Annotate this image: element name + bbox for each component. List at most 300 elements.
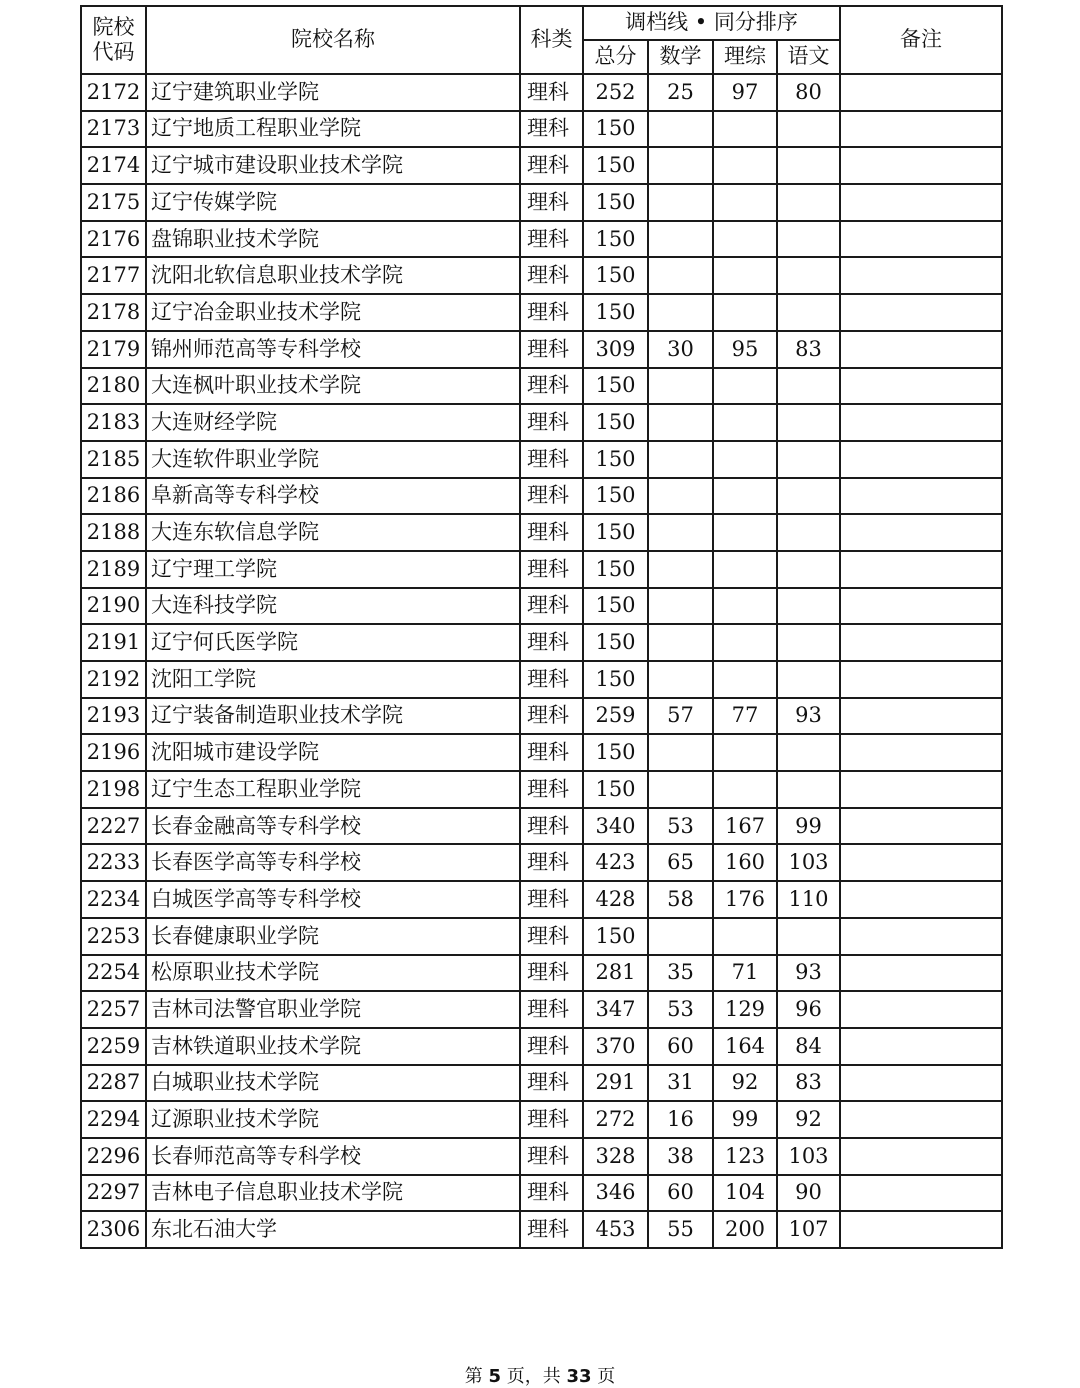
cell-science: 97 <box>713 74 777 111</box>
cell-category: 理科 <box>520 111 583 148</box>
table-row <box>81 661 1002 698</box>
cell-science: 129 <box>713 991 777 1028</box>
cell-total: 150 <box>583 771 648 808</box>
cell-chinese <box>777 147 840 184</box>
cell-chinese: 83 <box>777 1065 840 1102</box>
table-row <box>81 184 1002 221</box>
table-row <box>81 881 1002 918</box>
cell-math <box>648 111 713 148</box>
cell-remark <box>840 147 1002 184</box>
cell-chinese <box>777 588 840 625</box>
cell-chinese: 90 <box>777 1175 840 1212</box>
table-body <box>81 74 1002 1248</box>
cell-math: 53 <box>648 808 713 845</box>
cell-science <box>713 294 777 331</box>
cell-math <box>648 514 713 551</box>
cell-category: 理科 <box>520 991 583 1028</box>
cell-name: 辽源职业技术学院 <box>146 1101 520 1138</box>
cell-total: 370 <box>583 1028 648 1065</box>
cell-name: 吉林司法警官职业学院 <box>146 991 520 1028</box>
cell-category: 理科 <box>520 331 583 368</box>
cell-code: 2198 <box>81 771 146 808</box>
cell-remark <box>840 74 1002 111</box>
header-science: 理综 <box>713 40 777 74</box>
cell-chinese <box>777 441 840 478</box>
cell-science <box>713 734 777 771</box>
cell-total: 150 <box>583 514 648 551</box>
cell-category: 理科 <box>520 918 583 955</box>
cell-remark <box>840 441 1002 478</box>
cell-chinese: 99 <box>777 808 840 845</box>
cell-chinese <box>777 661 840 698</box>
cell-math <box>648 294 713 331</box>
header-category: 科类 <box>520 6 583 74</box>
cell-total: 346 <box>583 1175 648 1212</box>
cell-name: 长春健康职业学院 <box>146 918 520 955</box>
cell-remark <box>840 1065 1002 1102</box>
cell-remark <box>840 734 1002 771</box>
cell-category: 理科 <box>520 1028 583 1065</box>
cell-science: 95 <box>713 331 777 368</box>
cell-math: 53 <box>648 991 713 1028</box>
cell-name: 阜新高等专科学校 <box>146 478 520 515</box>
header-group: 调档线 • 同分排序 <box>583 6 840 40</box>
cell-chinese: 93 <box>777 955 840 992</box>
cell-code: 2253 <box>81 918 146 955</box>
cell-category: 理科 <box>520 881 583 918</box>
cell-category: 理科 <box>520 478 583 515</box>
cell-total: 150 <box>583 624 648 661</box>
cell-total: 150 <box>583 221 648 258</box>
cell-category: 理科 <box>520 808 583 845</box>
cell-remark <box>840 514 1002 551</box>
cell-name: 长春师范高等专科学校 <box>146 1138 520 1175</box>
cell-science: 176 <box>713 881 777 918</box>
cell-math: 38 <box>648 1138 713 1175</box>
cell-name: 辽宁冶金职业技术学院 <box>146 294 520 331</box>
cell-math <box>648 624 713 661</box>
cell-code: 2180 <box>81 368 146 405</box>
table-row <box>81 221 1002 258</box>
cell-total: 150 <box>583 734 648 771</box>
cell-chinese: 96 <box>777 991 840 1028</box>
cell-name: 辽宁装备制造职业技术学院 <box>146 698 520 735</box>
cell-chinese: 92 <box>777 1101 840 1138</box>
table-row <box>81 1211 1002 1248</box>
cell-total: 347 <box>583 991 648 1028</box>
table-row <box>81 551 1002 588</box>
cell-name: 沈阳工学院 <box>146 661 520 698</box>
cell-chinese <box>777 771 840 808</box>
cell-name: 松原职业技术学院 <box>146 955 520 992</box>
cell-category: 理科 <box>520 147 583 184</box>
cell-remark <box>840 1211 1002 1248</box>
cell-science: 99 <box>713 1101 777 1138</box>
cell-total: 150 <box>583 918 648 955</box>
cell-total: 150 <box>583 184 648 221</box>
cell-remark <box>840 771 1002 808</box>
cell-science: 71 <box>713 955 777 992</box>
cell-remark <box>840 478 1002 515</box>
cell-chinese: 103 <box>777 844 840 881</box>
cell-total: 150 <box>583 551 648 588</box>
cell-code: 2296 <box>81 1138 146 1175</box>
cell-chinese <box>777 184 840 221</box>
cell-chinese <box>777 294 840 331</box>
cell-category: 理科 <box>520 221 583 258</box>
cell-total: 291 <box>583 1065 648 1102</box>
cell-code: 2234 <box>81 881 146 918</box>
cell-remark <box>840 808 1002 845</box>
cell-total: 309 <box>583 331 648 368</box>
header-total: 总分 <box>583 40 648 74</box>
cell-category: 理科 <box>520 184 583 221</box>
cell-category: 理科 <box>520 551 583 588</box>
cell-category: 理科 <box>520 844 583 881</box>
cell-code: 2172 <box>81 74 146 111</box>
cell-category: 理科 <box>520 1175 583 1212</box>
cell-total: 150 <box>583 661 648 698</box>
cell-category: 理科 <box>520 588 583 625</box>
table-row <box>81 368 1002 405</box>
cell-code: 2190 <box>81 588 146 625</box>
cell-remark <box>840 991 1002 1028</box>
table-row <box>81 331 1002 368</box>
cell-math: 55 <box>648 1211 713 1248</box>
cell-science <box>713 111 777 148</box>
cell-science: 92 <box>713 1065 777 1102</box>
cell-science <box>713 404 777 441</box>
cell-remark <box>840 368 1002 405</box>
cell-code: 2183 <box>81 404 146 441</box>
cell-name: 大连科技学院 <box>146 588 520 625</box>
page-footer <box>0 1362 1080 1388</box>
cell-code: 2191 <box>81 624 146 661</box>
cell-name: 盘锦职业技术学院 <box>146 221 520 258</box>
cell-remark <box>840 918 1002 955</box>
footer-total-pages: 33 <box>566 1366 592 1387</box>
cell-science: 167 <box>713 808 777 845</box>
cell-math: 35 <box>648 955 713 992</box>
cell-remark <box>840 1028 1002 1065</box>
cell-math <box>648 588 713 625</box>
cell-math <box>648 257 713 294</box>
cell-name: 大连枫叶职业技术学院 <box>146 368 520 405</box>
cell-chinese <box>777 551 840 588</box>
cell-category: 理科 <box>520 1065 583 1102</box>
cell-chinese <box>777 221 840 258</box>
table-row <box>81 588 1002 625</box>
cell-chinese <box>777 624 840 661</box>
cell-remark <box>840 551 1002 588</box>
cell-name: 白城职业技术学院 <box>146 1065 520 1102</box>
cell-category: 理科 <box>520 624 583 661</box>
cell-name: 辽宁城市建设职业技术学院 <box>146 147 520 184</box>
table-row <box>81 294 1002 331</box>
footer-prefix: 第 <box>464 1366 489 1387</box>
cell-math <box>648 404 713 441</box>
cell-category: 理科 <box>520 1138 583 1175</box>
cell-total: 259 <box>583 698 648 735</box>
cell-science <box>713 514 777 551</box>
cell-math <box>648 918 713 955</box>
cell-total: 150 <box>583 368 648 405</box>
cell-name: 锦州师范高等专科学校 <box>146 331 520 368</box>
table-row <box>81 918 1002 955</box>
cell-remark <box>840 624 1002 661</box>
cell-code: 2192 <box>81 661 146 698</box>
table-row <box>81 771 1002 808</box>
cell-remark <box>840 955 1002 992</box>
cell-total: 328 <box>583 1138 648 1175</box>
cell-math <box>648 478 713 515</box>
cell-name: 辽宁生态工程职业学院 <box>146 771 520 808</box>
cell-name: 辽宁建筑职业学院 <box>146 74 520 111</box>
cell-code: 2178 <box>81 294 146 331</box>
cell-remark <box>840 294 1002 331</box>
cell-math <box>648 221 713 258</box>
cell-category: 理科 <box>520 514 583 551</box>
cell-code: 2297 <box>81 1175 146 1212</box>
cell-name: 东北石油大学 <box>146 1211 520 1248</box>
table-row <box>81 147 1002 184</box>
cell-science <box>713 588 777 625</box>
cell-chinese: 110 <box>777 881 840 918</box>
cell-code: 2287 <box>81 1065 146 1102</box>
cell-math <box>648 551 713 588</box>
footer-middle: 页，共 <box>501 1366 567 1387</box>
cell-science <box>713 478 777 515</box>
cell-science: 104 <box>713 1175 777 1212</box>
cell-name: 长春金融高等专科学校 <box>146 808 520 845</box>
cell-chinese <box>777 734 840 771</box>
cell-name: 吉林铁道职业技术学院 <box>146 1028 520 1065</box>
cell-chinese <box>777 111 840 148</box>
table-row <box>81 514 1002 551</box>
cell-math <box>648 661 713 698</box>
cell-chinese: 80 <box>777 74 840 111</box>
cell-category: 理科 <box>520 771 583 808</box>
cell-math <box>648 147 713 184</box>
cell-code: 2176 <box>81 221 146 258</box>
table-row <box>81 734 1002 771</box>
cell-total: 428 <box>583 881 648 918</box>
cell-remark <box>840 698 1002 735</box>
header-math: 数学 <box>648 40 713 74</box>
cell-chinese: 93 <box>777 698 840 735</box>
cell-remark <box>840 881 1002 918</box>
table-row <box>81 404 1002 441</box>
cell-code: 2188 <box>81 514 146 551</box>
cell-remark <box>840 257 1002 294</box>
table-row <box>81 808 1002 845</box>
cell-name: 大连东软信息学院 <box>146 514 520 551</box>
cell-math <box>648 441 713 478</box>
cell-remark <box>840 1138 1002 1175</box>
header-remark: 备注 <box>840 6 1002 74</box>
cell-total: 340 <box>583 808 648 845</box>
cell-total: 150 <box>583 404 648 441</box>
cell-code: 2177 <box>81 257 146 294</box>
footer-page-number: 5 <box>488 1366 501 1387</box>
admission-score-table <box>80 5 1003 1249</box>
cell-chinese: 84 <box>777 1028 840 1065</box>
cell-total: 272 <box>583 1101 648 1138</box>
table-row <box>81 441 1002 478</box>
cell-category: 理科 <box>520 368 583 405</box>
cell-code: 2193 <box>81 698 146 735</box>
cell-category: 理科 <box>520 441 583 478</box>
cell-chinese <box>777 514 840 551</box>
cell-total: 423 <box>583 844 648 881</box>
cell-science: 200 <box>713 1211 777 1248</box>
cell-chinese <box>777 257 840 294</box>
cell-category: 理科 <box>520 1101 583 1138</box>
table-row <box>81 1065 1002 1102</box>
cell-science: 164 <box>713 1028 777 1065</box>
cell-code: 2306 <box>81 1211 146 1248</box>
header-code-line1: 院校 <box>92 14 135 39</box>
header-name: 院校名称 <box>146 6 520 74</box>
cell-science: 123 <box>713 1138 777 1175</box>
table-row <box>81 74 1002 111</box>
cell-chinese: 83 <box>777 331 840 368</box>
header-code <box>81 6 146 74</box>
cell-category: 理科 <box>520 1211 583 1248</box>
cell-remark <box>840 111 1002 148</box>
cell-math: 30 <box>648 331 713 368</box>
header-chinese: 语文 <box>777 40 840 74</box>
cell-name: 白城医学高等专科学校 <box>146 881 520 918</box>
table-row <box>81 478 1002 515</box>
table-row <box>81 698 1002 735</box>
cell-science: 77 <box>713 698 777 735</box>
cell-total: 150 <box>583 588 648 625</box>
cell-code: 2185 <box>81 441 146 478</box>
cell-category: 理科 <box>520 404 583 441</box>
cell-science <box>713 441 777 478</box>
cell-name: 沈阳城市建设学院 <box>146 734 520 771</box>
cell-name: 长春医学高等专科学校 <box>146 844 520 881</box>
table-row <box>81 624 1002 661</box>
cell-code: 2294 <box>81 1101 146 1138</box>
cell-name: 辽宁地质工程职业学院 <box>146 111 520 148</box>
cell-code: 2257 <box>81 991 146 1028</box>
cell-chinese <box>777 918 840 955</box>
cell-category: 理科 <box>520 74 583 111</box>
cell-science <box>713 771 777 808</box>
cell-science <box>713 257 777 294</box>
cell-category: 理科 <box>520 294 583 331</box>
cell-math: 60 <box>648 1175 713 1212</box>
table-row <box>81 1175 1002 1212</box>
cell-code: 2254 <box>81 955 146 992</box>
cell-code: 2227 <box>81 808 146 845</box>
cell-code: 2186 <box>81 478 146 515</box>
cell-total: 150 <box>583 257 648 294</box>
table-row <box>81 844 1002 881</box>
cell-remark <box>840 1175 1002 1212</box>
cell-remark <box>840 661 1002 698</box>
cell-science <box>713 918 777 955</box>
cell-name: 大连财经学院 <box>146 404 520 441</box>
cell-chinese <box>777 404 840 441</box>
cell-science <box>713 551 777 588</box>
cell-category: 理科 <box>520 661 583 698</box>
table-row <box>81 111 1002 148</box>
cell-remark <box>840 404 1002 441</box>
cell-remark <box>840 184 1002 221</box>
cell-science <box>713 184 777 221</box>
cell-code: 2259 <box>81 1028 146 1065</box>
cell-math <box>648 734 713 771</box>
cell-code: 2196 <box>81 734 146 771</box>
cell-category: 理科 <box>520 734 583 771</box>
cell-math: 65 <box>648 844 713 881</box>
cell-total: 453 <box>583 1211 648 1248</box>
cell-name: 辽宁理工学院 <box>146 551 520 588</box>
cell-code: 2174 <box>81 147 146 184</box>
cell-math: 31 <box>648 1065 713 1102</box>
cell-science <box>713 624 777 661</box>
cell-total: 150 <box>583 147 648 184</box>
cell-category: 理科 <box>520 698 583 735</box>
footer-suffix: 页 <box>591 1366 616 1387</box>
cell-science <box>713 221 777 258</box>
cell-code: 2233 <box>81 844 146 881</box>
cell-name: 沈阳北软信息职业技术学院 <box>146 257 520 294</box>
cell-math: 58 <box>648 881 713 918</box>
cell-chinese <box>777 478 840 515</box>
cell-math <box>648 368 713 405</box>
cell-total: 150 <box>583 441 648 478</box>
cell-name: 吉林电子信息职业技术学院 <box>146 1175 520 1212</box>
cell-math: 57 <box>648 698 713 735</box>
cell-remark <box>840 588 1002 625</box>
cell-remark <box>840 331 1002 368</box>
table-row <box>81 1138 1002 1175</box>
cell-code: 2175 <box>81 184 146 221</box>
table-row <box>81 1028 1002 1065</box>
table-row <box>81 955 1002 992</box>
cell-math <box>648 184 713 221</box>
cell-science <box>713 368 777 405</box>
cell-math: 25 <box>648 74 713 111</box>
table-row <box>81 991 1002 1028</box>
cell-name: 辽宁传媒学院 <box>146 184 520 221</box>
cell-chinese: 103 <box>777 1138 840 1175</box>
cell-remark <box>840 221 1002 258</box>
header-code-line2: 代码 <box>92 40 135 64</box>
cell-math <box>648 771 713 808</box>
cell-remark <box>840 1101 1002 1138</box>
cell-total: 252 <box>583 74 648 111</box>
cell-category: 理科 <box>520 955 583 992</box>
cell-remark <box>840 844 1002 881</box>
table-row <box>81 1101 1002 1138</box>
cell-code: 2189 <box>81 551 146 588</box>
cell-name: 大连软件职业学院 <box>146 441 520 478</box>
cell-science <box>713 147 777 184</box>
cell-total: 150 <box>583 478 648 515</box>
cell-science <box>713 661 777 698</box>
cell-category: 理科 <box>520 257 583 294</box>
cell-total: 281 <box>583 955 648 992</box>
table-row <box>81 257 1002 294</box>
cell-math: 16 <box>648 1101 713 1138</box>
cell-name: 辽宁何氏医学院 <box>146 624 520 661</box>
cell-total: 150 <box>583 111 648 148</box>
